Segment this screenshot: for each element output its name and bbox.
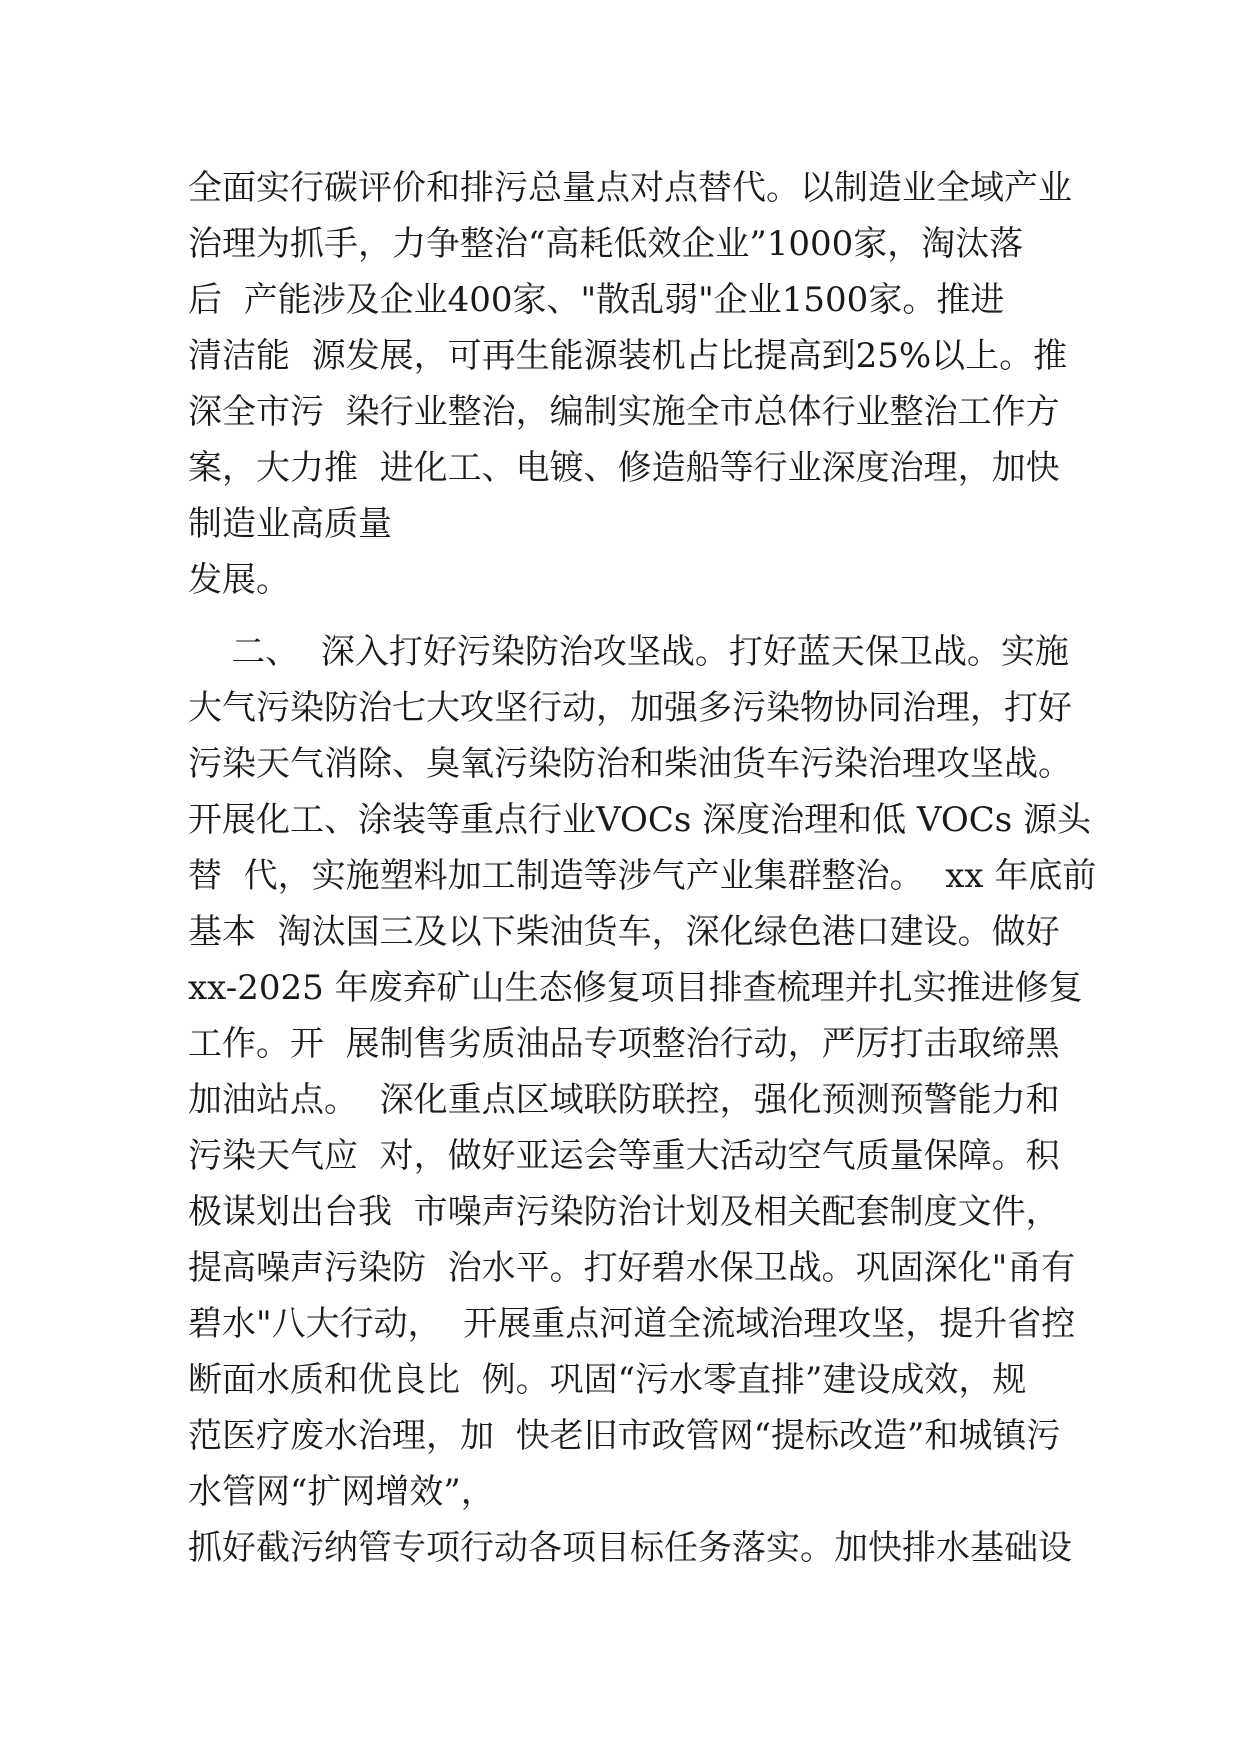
text-line: 污染天气消除、臭氧污染防治和柴油货车污染治理攻坚战。 — [188, 744, 1072, 784]
text-line: xx-2025 年废弃矿山生态修复项目排查梳理并扎实推进修复 — [188, 968, 1083, 1008]
text-line: 范医疗废水治理，加 快老旧市政管网“提标改造”和城镇污 — [188, 1416, 1061, 1456]
text-line: 治理为抓手，力争整治“高耗低效企业”1000家，淘汰落 — [188, 224, 1024, 264]
text-line: 替 代，实施塑料加工制造等涉气产业集群整治。 xx 年底前 — [188, 856, 1097, 896]
text-line: 大气污染防治七大攻坚行动，加强多污染物协同治理，打好 — [188, 688, 1072, 728]
text-line: 水管网“扩网增效”， — [188, 1472, 495, 1512]
text-line: 案，大力推 进化工、电镀、修造船等行业深度治理，加快 — [188, 448, 1060, 488]
paragraph-2 — [188, 624, 1097, 1576]
text-line: 后 产能涉及企业400家、"散乱弱"企业1500家。推进 — [188, 280, 1005, 320]
text-line: 发展。 — [188, 560, 290, 600]
section-heading-line: 二、 深入打好污染防治攻坚战。打好蓝天保卫战。实施 — [188, 632, 1069, 672]
text-line: 全面实行碳评价和排污总量点对点替代。以制造业全域产业 — [188, 168, 1072, 208]
text-line: 加油站点。 深化重点区域联防联控，强化预测预警能力和 — [188, 1080, 1060, 1120]
text-line: 提高噪声污染防 治水平。打好碧水保卫战。巩固深化"甬有 — [188, 1248, 1076, 1288]
text-line: 清洁能 源发展，可再生能源装机占比提高到25%以上。推 — [188, 336, 1068, 376]
paragraph-1 — [188, 160, 1072, 608]
text-line: 抓好截污纳管专项行动各项目标任务落实。加快排水基础设 — [188, 1528, 1072, 1568]
text-line: 工作。开 展制售劣质油品专项整治行动，严厉打击取缔黑 — [188, 1024, 1060, 1064]
text-line: 基本 淘汰国三及以下柴油货车，深化绿色港口建设。做好 — [188, 912, 1060, 952]
text-line: 制造业高质量 — [188, 504, 392, 544]
text-line: 深全市污 染行业整治，编制实施全市总体行业整治工作方 — [188, 392, 1060, 432]
text-line: 碧水"八大行动， 开展重点河道全流域治理攻坚，提升省控 — [188, 1304, 1076, 1344]
text-line: 污染天气应 对，做好亚运会等重大活动空气质量保障。积 — [188, 1136, 1060, 1176]
text-line: 极谋划出台我 市噪声污染防治计划及相关配套制度文件， — [188, 1192, 1060, 1232]
text-line: 开展化工、涂装等重点行业VOCs 深度治理和低 VOCs 源头 — [188, 800, 1092, 840]
text-line: 断面水质和优良比 例。巩固“污水零直排”建设成效，规 — [188, 1360, 1027, 1400]
